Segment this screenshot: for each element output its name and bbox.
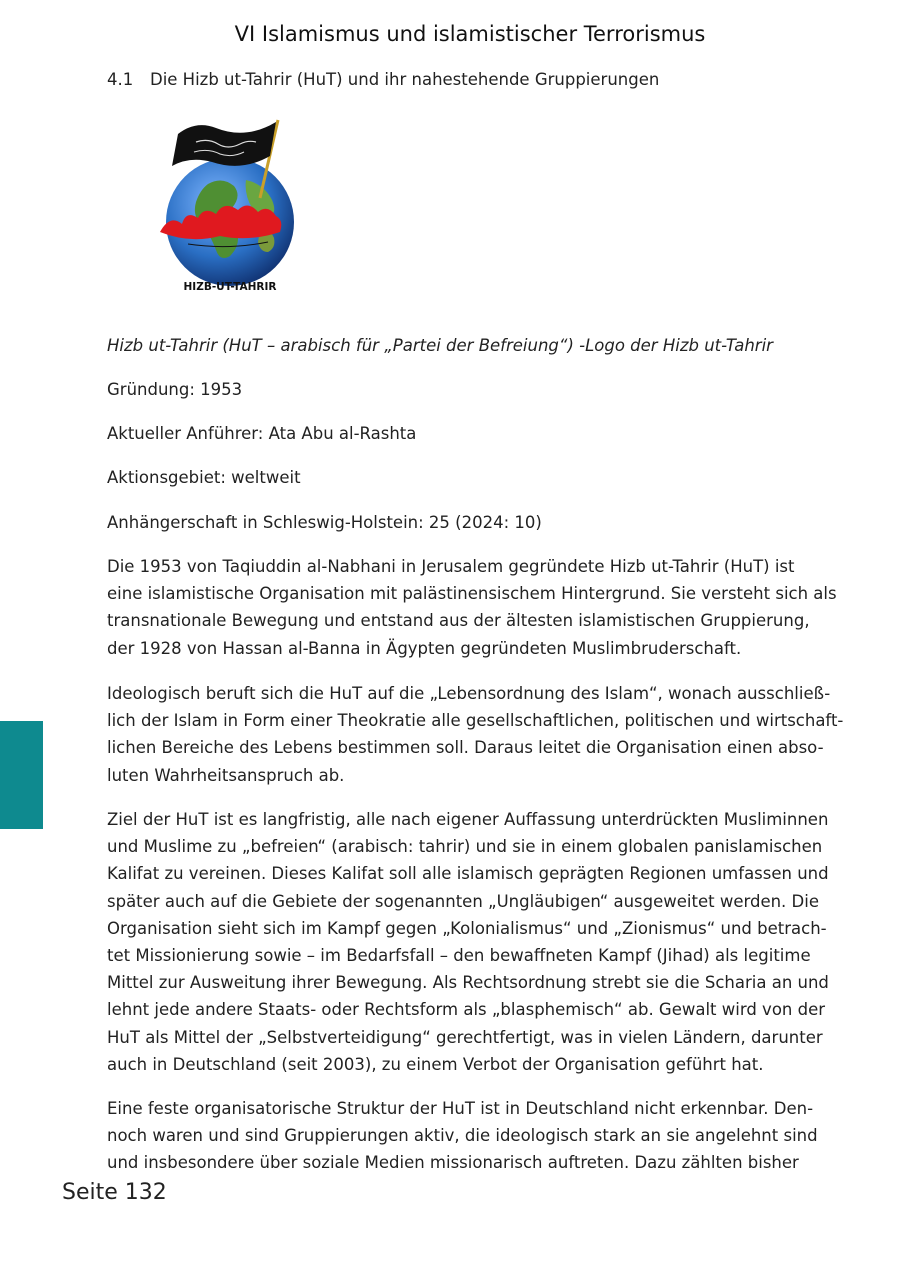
text-line: Organisation sieht sich im Kampf gegen „Kolonialismus“ und „Zionismus“ und betrach- bbox=[107, 918, 827, 938]
section-title: Die Hizb ut-Tahrir (HuT) und ihr nahestehende Gruppierungen bbox=[150, 70, 660, 89]
chapter-title: VI Islamismus und islamistischer Terrorismus bbox=[234, 22, 706, 46]
text-line: luten Wahrheitsanspruch ab. bbox=[107, 765, 345, 785]
logo-caption: Hizb ut-Tahrir (HuT – arabisch für „Partei der Befreiung“) -Logo der Hizb ut-Tahrir bbox=[107, 336, 773, 355]
fact-founding: Gründung: 1953 bbox=[107, 380, 243, 399]
paragraph-origin bbox=[107, 553, 837, 662]
text-line: Ideologisch beruft sich die HuT auf die „Lebensordnung des Islam“, wonach ausschließ- bbox=[107, 684, 831, 703]
hizb-ut-tahrir-logo bbox=[148, 112, 313, 297]
text-line: Die 1953 von Taqiuddin al-Nabhani in Jerusalem gegründete Hizb ut-Tahrir (HuT) ist bbox=[107, 557, 795, 576]
text-line: tet Missionierung sowie – im Bedarfsfall – den bewaffneten Kampf (Jihad) als legitime bbox=[107, 946, 811, 966]
text-line: lehnt jede andere Staats- oder Rechtsform als „blasphemisch“ ab. Gewalt wird von der bbox=[107, 1000, 826, 1020]
chapter-side-tab bbox=[0, 721, 43, 829]
text-line: und Muslime zu „befreien“ (arabisch: tahrir) und sie in einem globalen panislamischen bbox=[107, 837, 823, 857]
text-line: der 1928 von Hassan al-Banna in Ägypten gegründeten Muslimbruderschaft. bbox=[107, 638, 742, 658]
text-line: eine islamistische Organisation mit palästinensischem Hintergrund. Sie versteht sich als bbox=[107, 584, 837, 604]
flag-over-globe-logo-icon bbox=[148, 112, 313, 297]
section-heading bbox=[107, 70, 659, 89]
text-line: transnationale Bewegung und entstand aus der ältesten islamistischen Gruppierung, bbox=[107, 611, 810, 631]
fact-area: Aktionsgebiet: weltweit bbox=[107, 468, 301, 487]
text-line: lichen Bereiche des Lebens bestimmen soll. Daraus leitet die Organisation einen abso- bbox=[107, 738, 824, 758]
text-line: Eine feste organisatorische Struktur der HuT ist in Deutschland nicht erkennbar. Den- bbox=[107, 1099, 814, 1118]
text-line: HuT als Mittel der „Selbstverteidigung“ gerechtfertigt, was in vielen Ländern, darunter bbox=[107, 1027, 823, 1047]
logo-wordmark: HIZB-UT-TAHRIR bbox=[183, 281, 277, 293]
text-line: und insbesondere über soziale Medien missionarisch auftreten. Dazu zählten bisher bbox=[107, 1153, 799, 1173]
paragraph-ideology bbox=[107, 680, 844, 789]
page-number: Seite 132 bbox=[62, 1180, 167, 1205]
text-line: Ziel der HuT ist es langfristig, alle nach eigener Auffassung unterdrückten Musliminnen bbox=[107, 810, 829, 829]
paragraph-goals bbox=[107, 806, 833, 1078]
text-line: Mittel zur Ausweitung ihrer Bewegung. Als Rechtsordnung strebt sie die Scharia an und bbox=[107, 973, 829, 993]
text-line: später auch auf die Gebiete der sogenannten „Ungläubigen“ ausgeweitet werden. Die bbox=[107, 891, 819, 911]
text-line: auch in Deutschland (seit 2003), zu einem Verbot der Organisation geführt hat. bbox=[107, 1054, 764, 1074]
text-line: Kalifat zu vereinen. Dieses Kalifat soll alle islamisch geprägten Regionen umfassen und bbox=[107, 864, 829, 884]
text-line: lich der Islam in Form einer Theokratie alle gesellschaftlichen, politischen und wirtschaft- bbox=[107, 711, 844, 731]
fact-leader: Aktueller Anführer: Ata Abu al-Rashta bbox=[107, 424, 417, 443]
section-number: 4.1 bbox=[107, 70, 134, 89]
text-line: noch waren und sind Gruppierungen aktiv, die ideologisch stark an sie angelehnt sind bbox=[107, 1126, 818, 1146]
fact-followers: Anhängerschaft in Schleswig-Holstein: 25 (2024: 10) bbox=[107, 513, 542, 532]
paragraph-structure bbox=[107, 1095, 833, 1177]
